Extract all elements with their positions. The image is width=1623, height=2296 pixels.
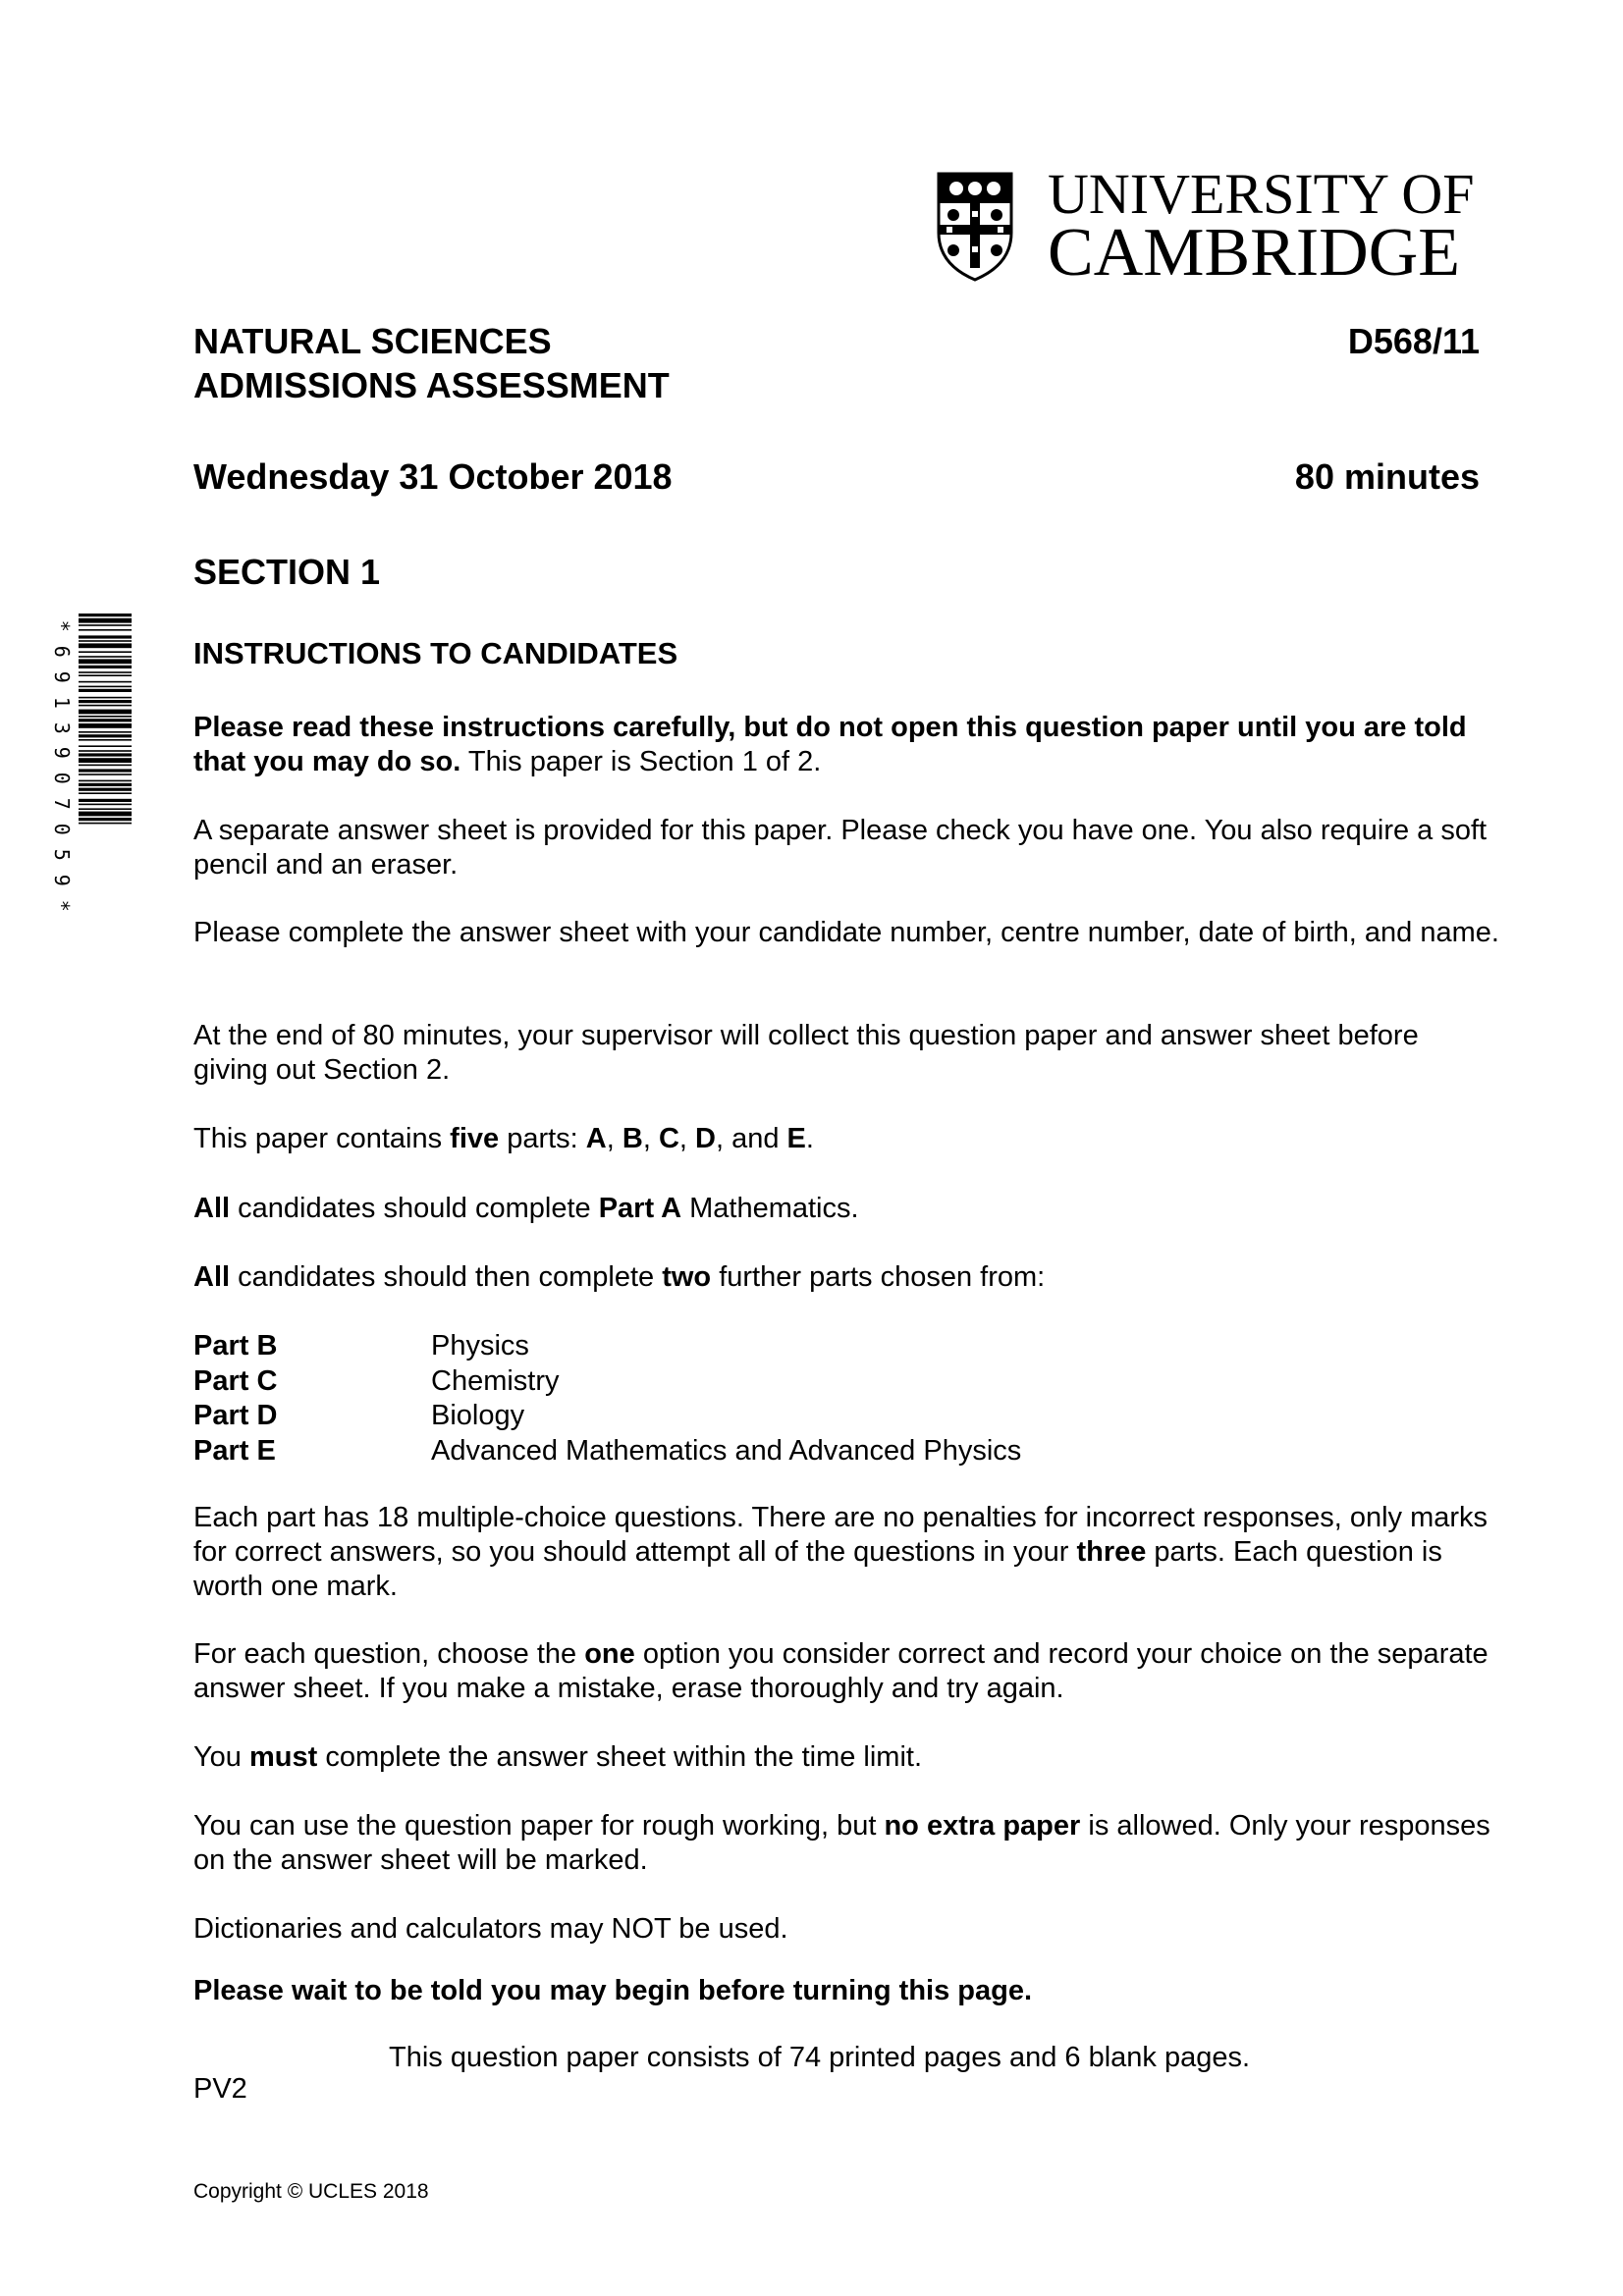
instruction-time-limit: You must complete the answer sheet within the time limit. <box>193 1741 923 1773</box>
instruction-parts-count: This paper contains five parts: A, B, C, D, and E. <box>193 1123 814 1154</box>
barcode-digit: 9 <box>49 874 74 886</box>
instruction-wait: Please wait to be told you may begin before turning this page. <box>193 1975 1033 2006</box>
copyright: Copyright © UCLES 2018 <box>193 2180 429 2203</box>
pv-code: PV2 <box>193 2073 247 2105</box>
barcode-bar <box>79 618 132 623</box>
barcode-bar <box>79 635 132 638</box>
barcode-digit: 0 <box>49 773 74 785</box>
barcode-bar <box>79 643 132 648</box>
barcode-bar <box>79 769 132 772</box>
barcode-bar <box>79 659 132 664</box>
section-heading: SECTION 1 <box>193 552 381 592</box>
barcode-bar <box>79 700 132 703</box>
barcode-bar <box>79 674 132 676</box>
barcode-bar <box>79 739 132 741</box>
exam-date: Wednesday 31 October 2018 <box>193 456 673 497</box>
barcode-digit: 5 <box>49 848 74 861</box>
list-item: Part B Physics <box>193 1330 529 1362</box>
exam-duration: 80 minutes <box>1294 456 1480 497</box>
barcode-bar <box>79 629 132 631</box>
barcode-bar <box>79 624 132 626</box>
barcode-bar <box>79 710 132 715</box>
barcode-bar <box>79 666 132 668</box>
instruction-complete-details: Please complete the answer sheet with your candidate number, centre number, date of birth, and name. <box>193 917 1499 948</box>
list-item: Part D Biology <box>193 1400 525 1431</box>
barcode-digits <box>49 614 74 919</box>
barcode-bar <box>79 745 132 747</box>
barcode-bar <box>79 792 132 794</box>
university-name-line1: UNIVERSITY OF <box>1048 162 1475 226</box>
barcode-bar <box>79 723 132 728</box>
barcode-bar <box>79 788 132 791</box>
barcode-bar <box>79 697 132 699</box>
barcode-bar <box>79 758 132 763</box>
assessment-title-line1: NATURAL SCIENCES <box>193 321 552 361</box>
instruction-part-a: All candidates should complete Part A Mathematics. <box>193 1193 859 1224</box>
barcode-bar <box>79 656 132 658</box>
instruction-rough-working: You can use the question paper for rough working, but no extra paper is allowed. Only your responses on the answer sheet will be marked. <box>193 1810 1490 1876</box>
instruction-read-carefully: Please read these instructions carefully, but do not open this question paper until you are told that you may do so. This paper is Section 1 of 2. <box>193 712 1467 777</box>
barcode-bar <box>79 750 132 752</box>
barcode-digit: * <box>49 619 74 632</box>
list-item: Part C Chemistry <box>193 1364 560 1397</box>
barcode-bar <box>79 804 132 806</box>
university-crest-icon <box>937 172 1013 282</box>
barcode-bar <box>79 716 132 718</box>
instruction-collection: At the end of 80 minutes, your supervisor will collect this question paper and answer sheet before giving out Section 2. <box>193 1020 1419 1086</box>
barcode-bar <box>79 808 132 810</box>
instruction-choose-option: For each question, choose the one option you consider correct and record your choice on the separate answer sheet. If you make a mistake, erase thoroughly and try again. <box>193 1638 1488 1704</box>
barcode-bar <box>79 774 132 775</box>
barcode-bar <box>79 719 132 721</box>
barcode-bar <box>79 731 132 733</box>
barcode-bar <box>79 812 132 817</box>
barcode-bar <box>79 818 132 821</box>
barcode-bar <box>79 651 132 653</box>
paper-code: D568/11 <box>1347 321 1480 361</box>
barcode-bar <box>79 823 132 825</box>
barcode-bar <box>79 614 132 616</box>
barcode-digit: 9 <box>49 670 74 683</box>
barcode-bar <box>79 799 132 802</box>
barcode-digit: 6 <box>49 645 74 658</box>
barcode-digit: 9 <box>49 747 74 760</box>
barcode-bar <box>79 681 132 683</box>
barcode-bar <box>79 686 132 688</box>
barcode-bar <box>79 753 132 756</box>
parts-list <box>193 1329 1021 1468</box>
list-item: Part E Advanced Mathematics and Advanced Physics <box>193 1434 1022 1467</box>
barcode-bar <box>79 689 132 692</box>
barcode-digit: 0 <box>49 823 74 835</box>
assessment-title-line2: ADMISSIONS ASSESSMENT <box>193 365 670 405</box>
barcode-bar <box>79 734 132 737</box>
barcode-bar <box>79 671 132 673</box>
instruction-no-calculators: Dictionaries and calculators may NOT be used. <box>193 1913 788 1945</box>
instructions-heading: INSTRUCTIONS TO CANDIDATES <box>193 636 678 670</box>
page-count-note: This question paper consists of 74 printed pages and 6 blank pages. <box>389 2042 1251 2073</box>
barcode-digit: 1 <box>49 696 74 709</box>
barcode <box>79 614 132 918</box>
instruction-question-count: Each part has 18 multiple-choice questions. There are no penalties for incorrect responses, only marks for correct answers, so you should attempt all of the questions in your three parts. Each question is worth one mark. <box>193 1502 1488 1602</box>
barcode-digit: 3 <box>49 721 74 734</box>
barcode-bar <box>79 780 132 782</box>
barcode-digit: * <box>49 899 74 912</box>
barcode-bar <box>79 640 132 642</box>
university-name-line2: CAMBRIDGE <box>1048 215 1461 291</box>
barcode-bar <box>79 705 132 707</box>
barcode-bar <box>79 765 132 767</box>
instruction-answer-sheet: A separate answer sheet is provided for this paper. Please check you have one. You also require a soft pencil and an eraser. <box>193 815 1488 881</box>
barcode-digit: 7 <box>49 797 74 810</box>
instruction-further-parts: All candidates should then complete two further parts chosen from: <box>193 1261 1046 1293</box>
barcode-bar <box>79 783 132 786</box>
